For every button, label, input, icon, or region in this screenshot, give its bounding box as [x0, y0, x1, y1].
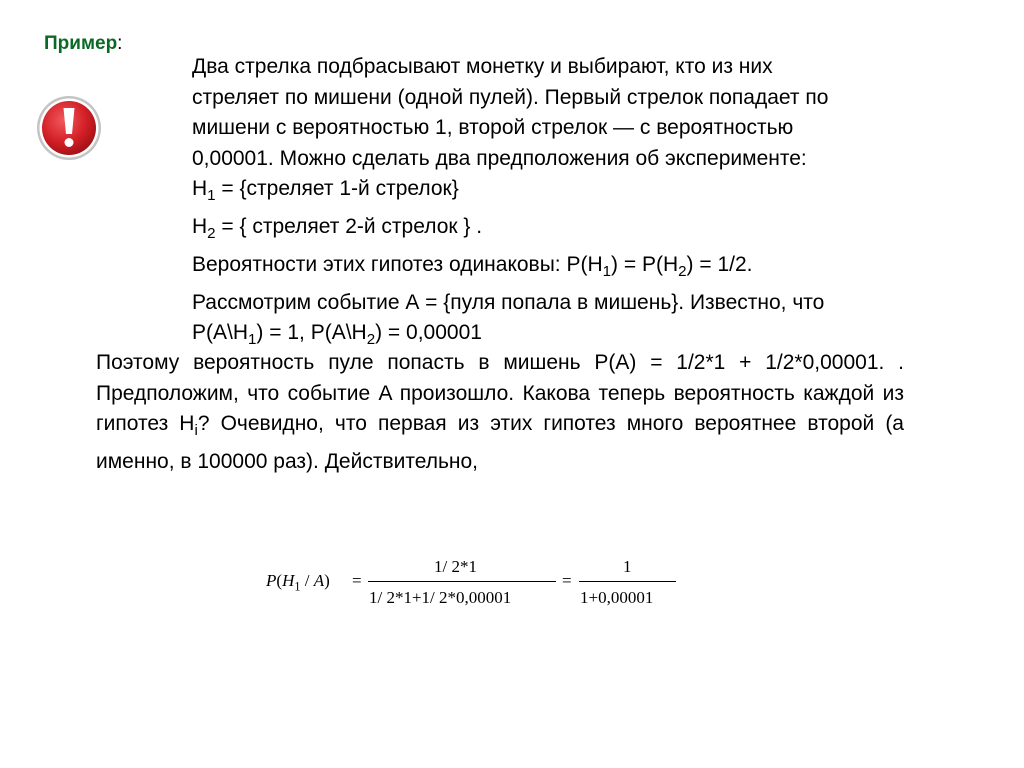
explanation-paragraph: Поэтому вероятность пуле попасть в мишень P(A) = 1/2*1 + 1/2*0,00001. . Предположим, что событие A произошло. Какова теперь вероятность каждой из гипотез $H_i$? Очевидно, что первая из этих гипотез много вероятнее второй (а именно, в 100000 раз). Действительно,	[96, 351, 904, 473]
text-line: мишени с вероятностью 1, второй стрелок — с вероятностью	[192, 116, 794, 140]
hypothesis-h2: $H_2$ = { стреляет 2-й стрелок } .	[192, 215, 483, 243]
text-line: Рассмотрим событие А = {пуля попала в мишень}. Известно, что	[192, 290, 825, 314]
hypothesis-h1: $H_1$ = {стреляет 1-й стрелок}	[192, 177, 459, 205]
formula-numerator: 1	[623, 557, 632, 576]
exclamation-circle-icon	[35, 94, 103, 162]
hypothesis-probabilities: Вероятности этих гипотез одинаковы: $P(H_1) = P(H_2) = 1/2$.	[192, 252, 753, 281]
problem-statement	[192, 52, 982, 356]
formula-denominator: 1/ 2*1+1/ 2*0,00001	[369, 588, 512, 607]
fraction-bar	[579, 581, 676, 582]
formula-equals: =	[352, 571, 362, 590]
heading-label: Пример	[44, 33, 118, 54]
formula-equals: =	[562, 571, 572, 590]
bayes-formula	[262, 553, 692, 613]
heading-colon: :	[117, 33, 123, 54]
text-line: стреляет по мишени (одной пулей). Первый стрелок попадает по	[192, 85, 829, 109]
fraction-bar	[368, 581, 556, 582]
formula-denominator: 1+0,00001	[580, 588, 654, 607]
formula-lhs: $P(H_1 / A)$	[266, 571, 330, 594]
formula-numerator: 1/ 2*1	[434, 557, 477, 576]
conditional-probabilities: $P(A\backslash H_1) = 1$, $P(A\backslash H_2) = 0,00001$	[192, 321, 482, 349]
example-heading	[44, 33, 122, 55]
text-line: 0,00001. Можно сделать два предположения об эксперименте:	[192, 146, 807, 170]
text-line: Два стрелка подбрасывают монетку и выбирают, кто из них	[192, 55, 773, 78]
